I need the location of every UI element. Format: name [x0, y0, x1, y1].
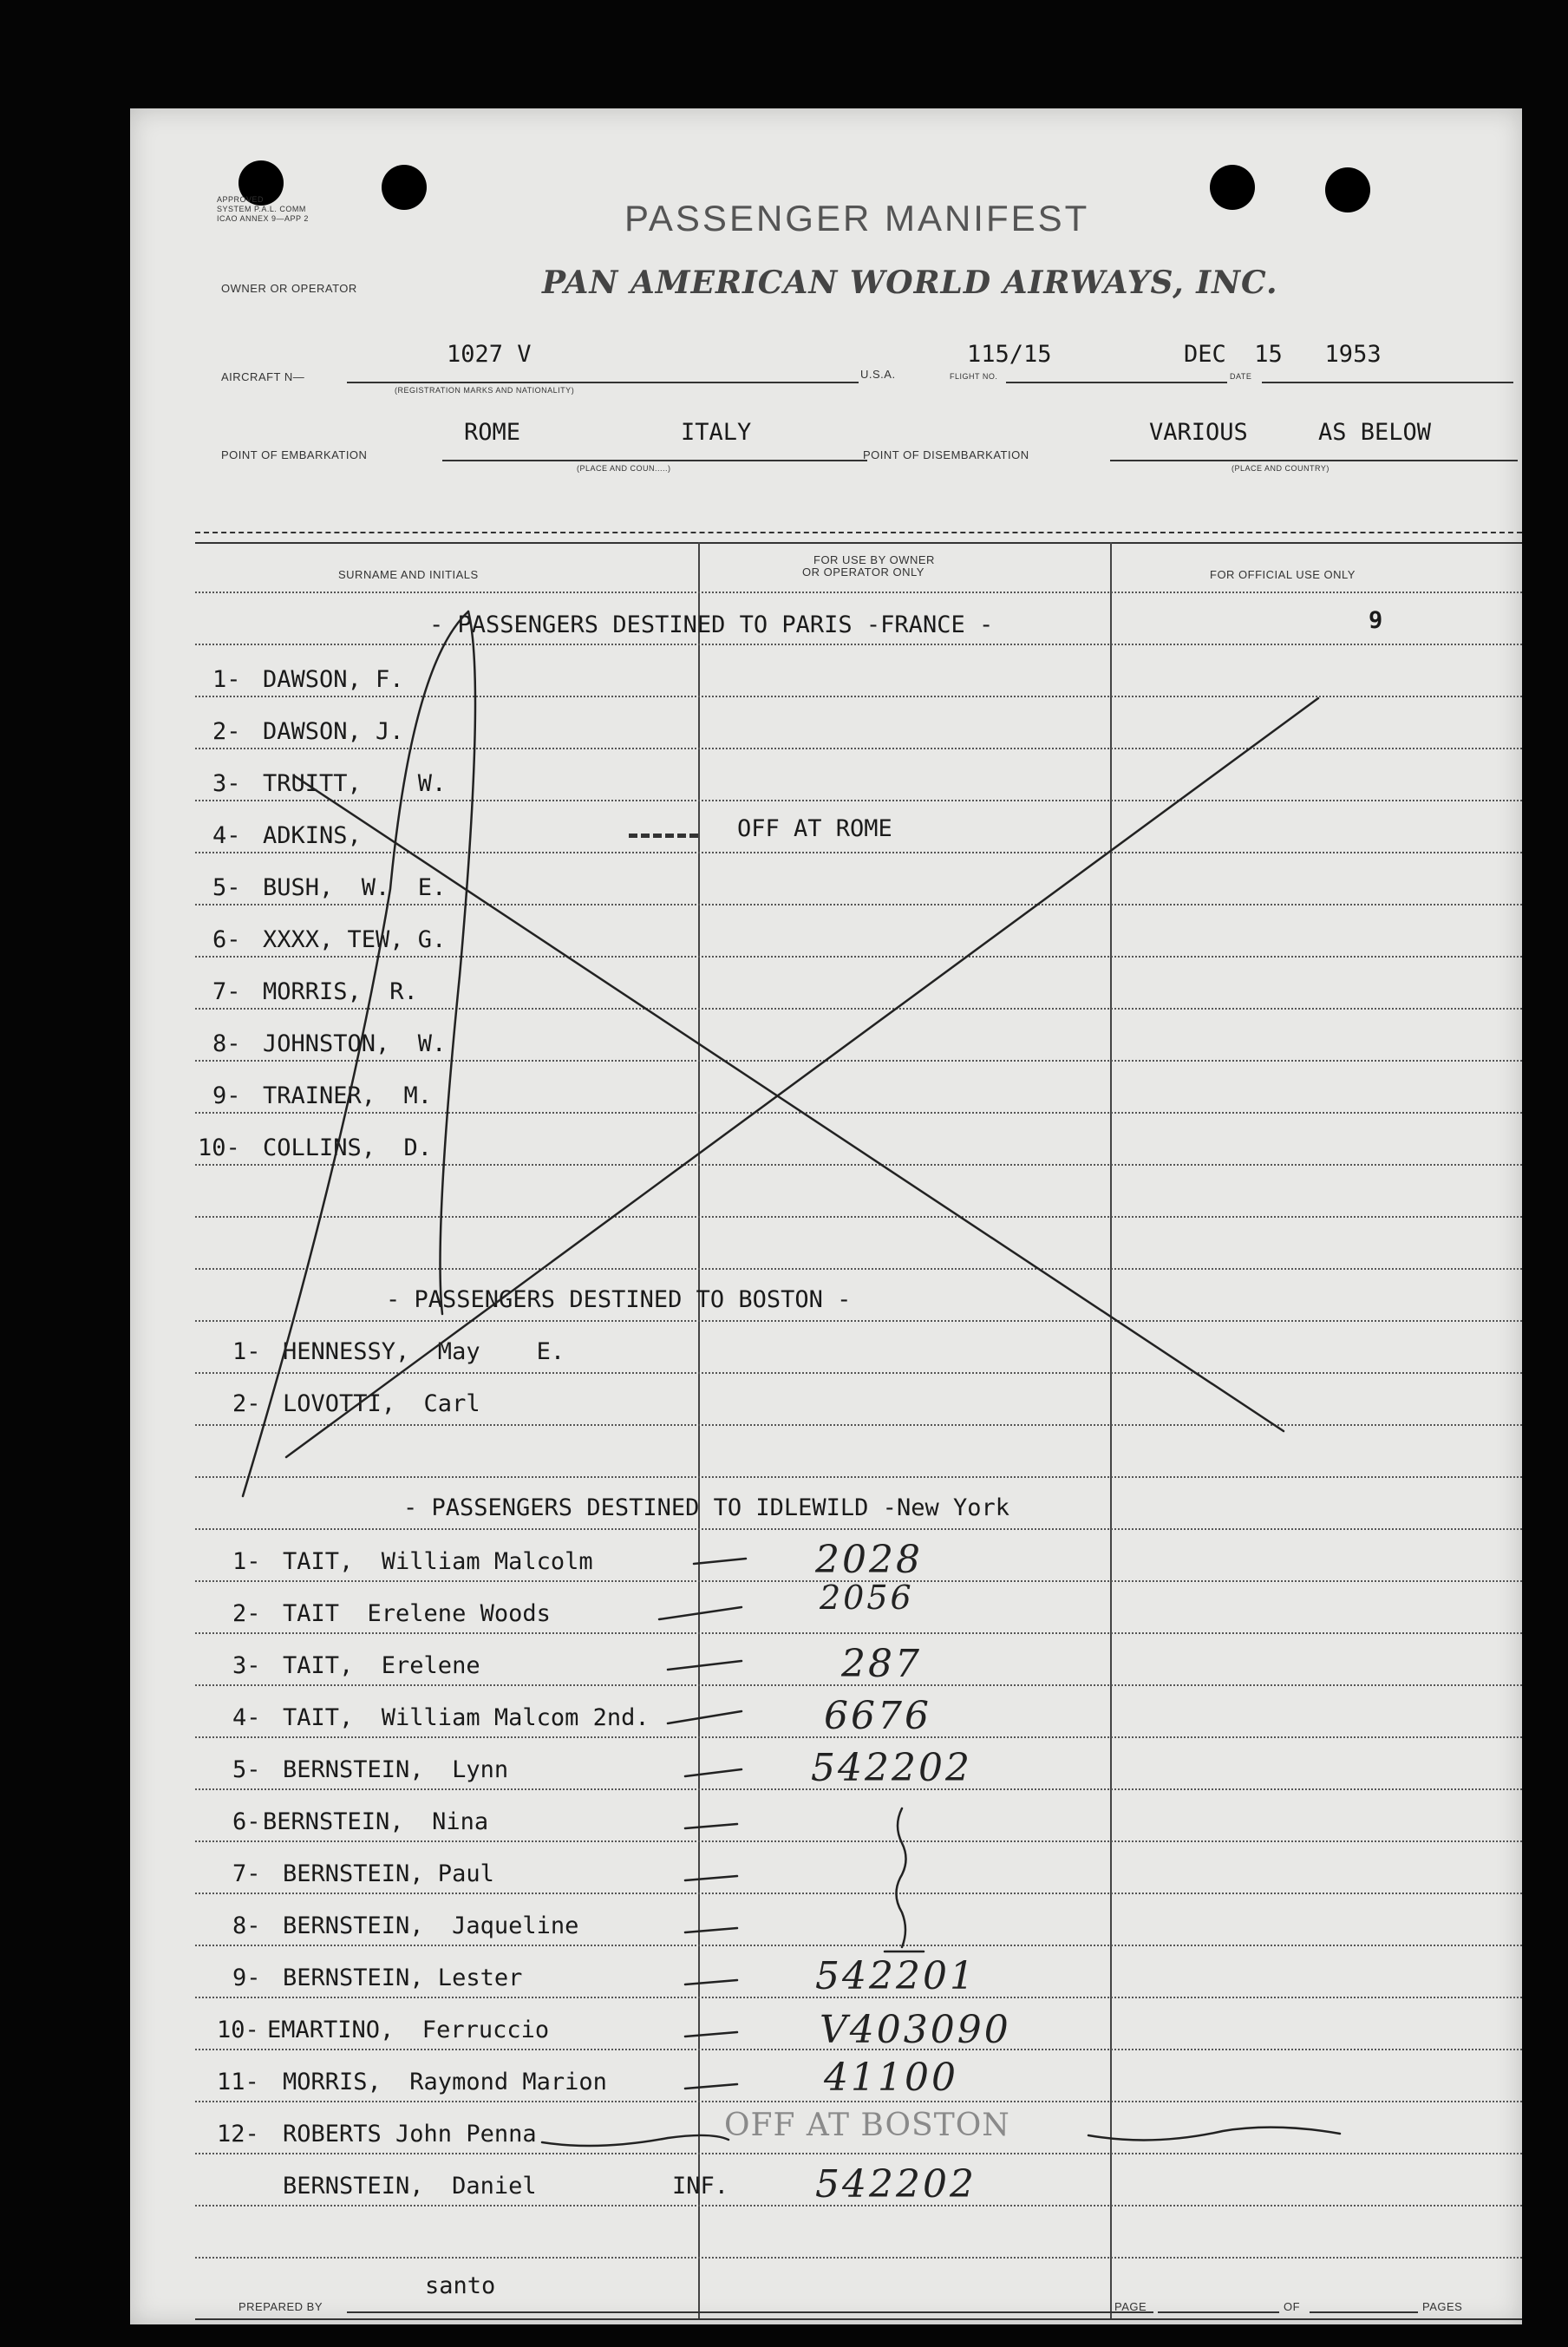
- passenger-name: LOVOTTI, Carl: [283, 1390, 480, 1417]
- passenger-name: TAIT, William Malcom 2nd.: [283, 1704, 650, 1731]
- handwritten-number: 6676: [824, 1694, 931, 1738]
- col-header-owner: FOR USE BY OWNER: [813, 553, 935, 566]
- approval-line: SYSTEM P.A.L. COMM: [217, 205, 306, 213]
- aircraft-label: AIRCRAFT N—: [221, 370, 305, 383]
- passenger-name: BUSH, W. E.: [263, 874, 447, 901]
- infant-label: INF.: [672, 2173, 729, 2200]
- handwritten-number: V403090: [820, 2008, 1011, 2052]
- owner-label: OWNER OR OPERATOR: [221, 282, 357, 295]
- off-at-boston-stamp: OFF AT BOSTON: [724, 2108, 1010, 2143]
- official-count: 9: [1369, 607, 1383, 634]
- row-number: 3-: [232, 1652, 261, 1679]
- passenger-name: TRAINER, M.: [263, 1082, 433, 1109]
- off-at-rome-note: OFF AT ROME: [737, 815, 892, 842]
- of-label: OF: [1284, 2300, 1301, 2313]
- row-number: 9-: [232, 1965, 261, 1991]
- manifest-page: [130, 108, 1522, 2324]
- passenger-name: XXXX, TEW, G.: [263, 926, 447, 953]
- prepared-label: PREPARED BY: [238, 2300, 323, 2313]
- col-header-official: FOR OFFICIAL USE ONLY: [1210, 568, 1356, 581]
- row-number: 6-: [212, 926, 241, 953]
- row-number: 1-: [232, 1548, 261, 1575]
- passenger-name: JOHNSTON, W.: [263, 1030, 447, 1057]
- prepared-value: santo: [425, 2272, 496, 2299]
- page-label: PAGE: [1114, 2300, 1147, 2313]
- col-header-surname: SURNAME AND INITIALS: [338, 568, 479, 581]
- registration-caption: (REGISTRATION MARKS AND NATIONALITY): [395, 386, 575, 395]
- passenger-name: DAWSON, J.: [263, 718, 404, 745]
- row-number: 1-: [232, 1338, 261, 1365]
- row-number: 3-: [212, 770, 241, 797]
- owner-value: PAN AMERICAN WORLD AIRWAYS, INC.: [542, 265, 1278, 301]
- place-caption: (PLACE AND COUNTRY): [1232, 464, 1330, 473]
- passenger-name: COLLINS, D.: [263, 1134, 433, 1161]
- date-value: DEC 15 1953: [1184, 341, 1382, 368]
- passenger-name: ADKINS,: [263, 822, 362, 849]
- row-number: 5-: [232, 1756, 261, 1783]
- passenger-name: BERNSTEIN, Lynn: [283, 1756, 509, 1783]
- embark-country: ITALY: [681, 419, 752, 446]
- flight-value: 115/15: [967, 341, 1052, 368]
- row-number: 1-: [212, 666, 241, 693]
- section-header-boston: - PASSENGERS DESTINED TO BOSTON -: [386, 1286, 852, 1313]
- row-number: 10-: [198, 1134, 240, 1161]
- row-number: 12-: [217, 2121, 259, 2148]
- disembark-value: AS BELOW: [1318, 419, 1432, 446]
- passenger-name: MORRIS, R.: [263, 978, 418, 1005]
- row-number: 7-: [232, 1860, 261, 1887]
- handwritten-number: 2028: [815, 1538, 923, 1582]
- passenger-name: EMARTINO, Ferruccio: [267, 2017, 550, 2043]
- row-number: 8-: [232, 1912, 261, 1939]
- row-number: 2-: [212, 718, 241, 745]
- handwritten-number: 2056: [820, 1579, 914, 1617]
- approval-line: APPROVED: [217, 195, 265, 204]
- usa-label: U.S.A.: [860, 368, 896, 381]
- passenger-name: BERNSTEIN, Jaqueline: [283, 1912, 579, 1939]
- disembark-label: POINT OF DISEMBARKATION: [863, 448, 1029, 461]
- passenger-name: BERNSTEIN, Paul: [283, 1860, 494, 1887]
- passenger-name: HENNESSY, May E.: [283, 1338, 565, 1365]
- embark-label: POINT OF EMBARKATION: [221, 448, 368, 461]
- row-number: 5-: [212, 874, 241, 901]
- passenger-name: BERNSTEIN, Daniel: [283, 2173, 537, 2200]
- handwritten-number: 287: [841, 1642, 922, 1686]
- disembark-value: VARIOUS: [1149, 419, 1248, 446]
- flight-label: FLIGHT NO.: [950, 372, 998, 381]
- row-number: 4-: [212, 822, 241, 849]
- handwritten-number: 542202: [815, 2162, 977, 2206]
- passenger-name: ROBERTS John Penna: [283, 2121, 537, 2148]
- section-header-paris: - PASSENGERS DESTINED TO PARIS -FRANCE -: [429, 611, 994, 638]
- passenger-name: TRUITT, W.: [263, 770, 447, 797]
- row-number: 11-: [217, 2069, 259, 2095]
- embark-city: ROME: [464, 419, 521, 446]
- handwritten-number: 542202: [811, 1746, 972, 1790]
- passenger-name: DAWSON, F.: [263, 666, 404, 693]
- row-number: 10-: [217, 2017, 259, 2043]
- row-number: 8-: [212, 1030, 241, 1057]
- row-number: 9-: [212, 1082, 241, 1109]
- passenger-name: TAIT, Erelene: [283, 1652, 480, 1679]
- passenger-name: BERNSTEIN, Nina: [263, 1808, 489, 1835]
- place-caption: (PLACE AND COUN.....): [577, 464, 671, 473]
- page-title: PASSENGER MANIFEST: [624, 198, 1090, 239]
- passenger-name: TAIT, William Malcolm: [283, 1548, 593, 1575]
- handwritten-number: 41100: [824, 2056, 958, 2100]
- pages-label: PAGES: [1422, 2300, 1463, 2313]
- pen-markings: [130, 108, 1522, 2324]
- date-label: DATE: [1230, 372, 1252, 381]
- row-number: 4-: [232, 1704, 261, 1731]
- passenger-name: BERNSTEIN, Lester: [283, 1965, 523, 1991]
- aircraft-value: 1027 V: [447, 341, 532, 368]
- row-number: 6-: [232, 1808, 261, 1835]
- handwritten-number: 542201: [815, 1954, 977, 1998]
- approval-line: ICAO ANNEX 9—APP 2: [217, 214, 309, 223]
- passenger-name: TAIT Erelene Woods: [283, 1600, 551, 1627]
- row-number: 2-: [232, 1600, 261, 1627]
- passenger-name: MORRIS, Raymond Marion: [283, 2069, 607, 2095]
- row-number: 2-: [232, 1390, 261, 1417]
- section-header-idlewild: - PASSENGERS DESTINED TO IDLEWILD -New York: [403, 1494, 1009, 1521]
- col-header-owner: OR OPERATOR ONLY: [802, 566, 924, 579]
- row-number: 7-: [212, 978, 241, 1005]
